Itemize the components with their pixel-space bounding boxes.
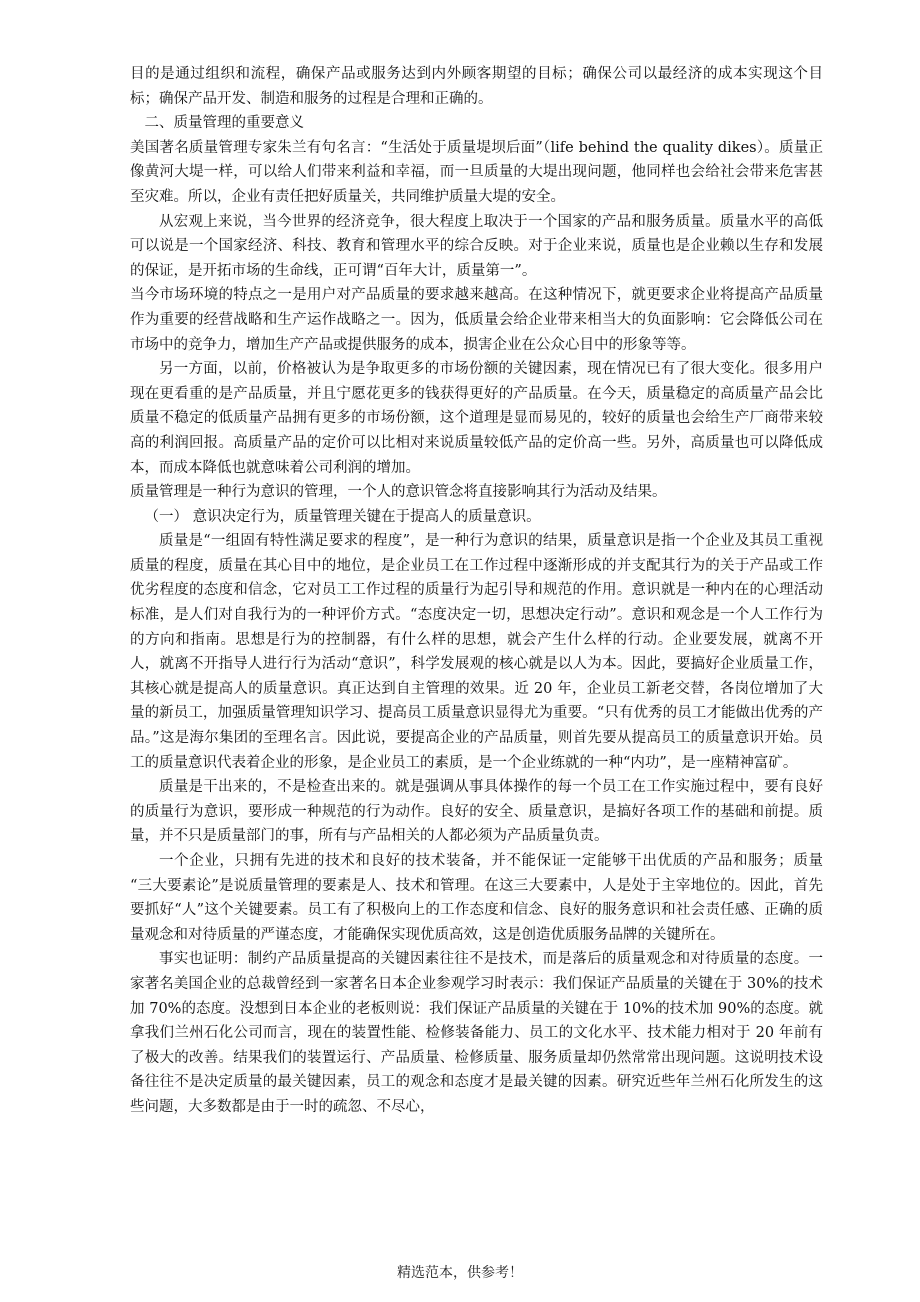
- paragraph-market: 当今市场环境的特点之一是用户对产品质量的要求越来越高。在这种情况下，就更要求企业将提高产品质量作为重要的经营战略和生产运作战略之一。因为，低质量会给企业带来相当大的负面影响：它会降低公司在市场中的竞争力，增加生产产品或提供服务的成本，损害企业在公众心目中的形象等等。: [130, 287, 823, 353]
- paragraph-doing: 质量是干出来的，不是检查出来的。就是强调从事具体操作的每一个员工在工作实施过程中，要有良好的质量行为意识，要形成一种规范的行为动作。良好的安全、质量意识，是搞好各项工作的基础和前提。质量，并不只是质量部门的事，所有与产品相关的人都必须为产品质量负责。: [130, 779, 823, 845]
- paragraph-three-elements: 一个企业，只拥有先进的技术和良好的技术装备，并不能保证一定能够干出优质的产品和服务；质量 “三大要素论”是说质量管理的要素是人、技术和管理。在这三大要素中，人是处于主宰地位的。因此，首先要抓好“人”这个关键要素。员工有了积极向上的工作态度和信念、良好的服务意识和社会责任感、正确的质量观念和对待质量的严谨态度，才能确保实现优质高效，这是创造优质服务品牌的关键所在。: [130, 853, 823, 943]
- document-body: [130, 62, 823, 1120]
- paragraph-behavior: 质量管理是一种行为意识的管理，一个人的意识管念将直接影响其行为活动及结果。: [130, 484, 667, 501]
- subsection-heading-1: （一） 意识决定行为，质量管理关键在于提高人的质量意识。: [144, 508, 541, 525]
- paragraph-facts: 事实也证明：制约产品质量提高的关键因素往往不是技术，而是落后的质量观念和对待质量的态度。一家著名美国企业的总裁曾经到一家著名日本企业参观学习时表示：我们保证产品质量的关键在于 30%的技术加 70%的态度。没想到日本企业的老板则说：我们保证产品质量的关键在于 10%的技术加 90%的态度。就拿我们兰州石化公司而言，现在的装置性能、检修装备能力、员工的文化水平、技术能力相对于 20 年前有了极大的改善。结果我们的装置运行、产品质量、检修质量、服务质量却仍然常常出现问题。这说明技术设备往往不是决定质量的最关键因素，员工的观念和态度才是最关键的因素。研究近些年兰州石化所发生的这些问题，大多数都是由于一时的疏忽、不尽心，: [130, 951, 823, 1115]
- section-heading-2: 二、质量管理的重要意义: [144, 115, 304, 132]
- paragraph-awareness: 质量是“一组固有特性满足要求的程度”，是一种行为意识的结果，质量意识是指一个企业及其员工重视质量的程度，质量在其心目中的地位，是企业员工在工作过程中逐渐形成的并支配其行为的关于产品或工作优劣程度的态度和信念，它对员工工作过程的质量行为起引导和规范的作用。意识就是一种内在的心理活动标准，是人们对自我行为的一种评价方式。“态度决定一切，思想决定行动”。意识和观念是一个人工作行为的方向和指南。思想是行为的控制器，有什么样的思想，就会产生什么样的行动。企业要发展，就离不开人，就离不开指导人进行行为活动“意识”，科学发展观的核心就是以人为本。因此，要搞好企业质量工作，其核心就是提高人的质量意识。真正达到自主管理的效果。近 20 年，企业员工新老交替，各岗位增加了大量的新员工，加强质量管理知识学习、提高员工质量意识显得尤为重要。“只有优秀的员工才能做出优秀的产品。”这是海尔集团的至理名言。因此说，要提高企业的产品质量，则首先要从提高员工的质量意识开始。员工的质量意识代表着企业的形象，是企业员工的素质，是一个企业练就的一种“内功”，是一座精神富矿。: [130, 533, 823, 771]
- paragraph-juran-quote: 美国著名质量管理专家朱兰有句名言：“生活处于质量堤坝后面”（life behind the quality dikes）。质量正像黄河大堤一样，可以给人们带来利益和幸福，而一旦质量的大堤出现问题，他同样也会给社会带来危害甚至灾难。所以，企业有责任把好质量关，共同维护质量大堤的安全。: [130, 139, 823, 205]
- paragraph-price: 另一方面，以前，价格被认为是争取更多的市场份额的关键因素，现在情况已有了很大变化。很多用户现在更看重的是产品质量，并且宁愿花更多的钱获得更好的产品质量。在今天，质量稳定的高质量产品会比质量不稳定的低质量产品拥有更多的市场份额，这个道理是显而易见的，较好的质量也会给生产厂商带来较高的利润回报。高质量产品的定价可以比相对来说质量较低产品的定价高一些。另外，高质量也可以降低成本，而成本降低也就意味着公司利润的增加。: [130, 361, 823, 476]
- paragraph-1: 目的是通过组织和流程，确保产品或服务达到内外顾客期望的目标；确保公司以最经济的成本实现这个目标；确保产品开发、制造和服务的过程是合理和正确的。: [130, 66, 823, 107]
- paragraph-macro: 从宏观上来说，当今世界的经济竞争，很大程度上取决于一个国家的产品和服务质量。质量水平的高低可以说是一个国家经济、科技、教育和管理水平的综合反映。对于企业来说，质量也是企业赖以生存和发展的保证，是开拓市场的生命线，正可谓“百年大计，质量第一”。: [130, 213, 823, 279]
- page-footer: 精选范本，供参考！: [397, 1265, 523, 1281]
